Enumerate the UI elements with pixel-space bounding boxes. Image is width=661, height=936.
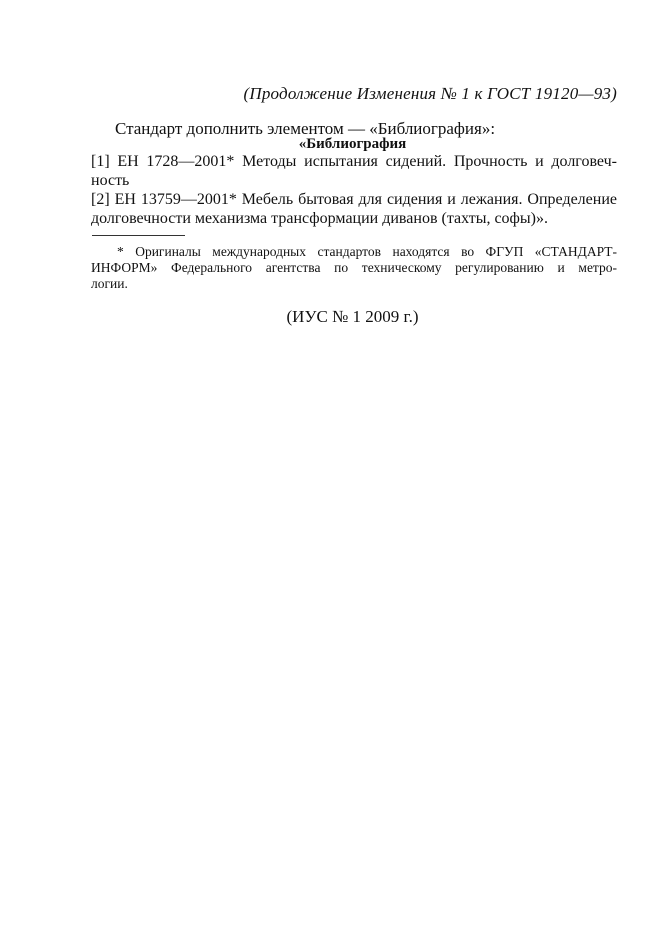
bibliography-entry — [91, 190, 617, 228]
bibliography-title: «Библиография — [298, 136, 407, 152]
footnote-line: логии. — [91, 276, 128, 291]
continuation-header: (Продолжение Изменения № 1 к ГОСТ 19120—93) — [243, 84, 617, 103]
entry-line: ность — [91, 172, 130, 189]
ius-reference: (ИУС № 1 2009 г.) — [286, 307, 419, 326]
footnote-line: ИНФОРМ» Федерального агентства по техническому регулированию и метро- — [91, 260, 617, 275]
footnote-separator — [92, 235, 185, 236]
bibliography-list — [91, 152, 617, 228]
footnote — [91, 244, 617, 292]
footnote-line: * Оригиналы международных стандартов находятся во ФГУП «СТАНДАРТ- — [117, 244, 617, 259]
entry-line: [1] ЕН 1728—2001* Методы испытания сидений. Прочность и долговеч- — [91, 153, 617, 170]
bibliography-entry — [91, 152, 617, 190]
entry-line: долговечности механизма трансформации диванов (тахты, софы)». — [91, 210, 548, 227]
entry-line: [2] ЕН 13759—2001* Мебель бытовая для сидения и лежания. Определение — [91, 191, 617, 208]
intro-paragraph: Стандарт дополнить элементом — «Библиография»: — [115, 119, 496, 138]
